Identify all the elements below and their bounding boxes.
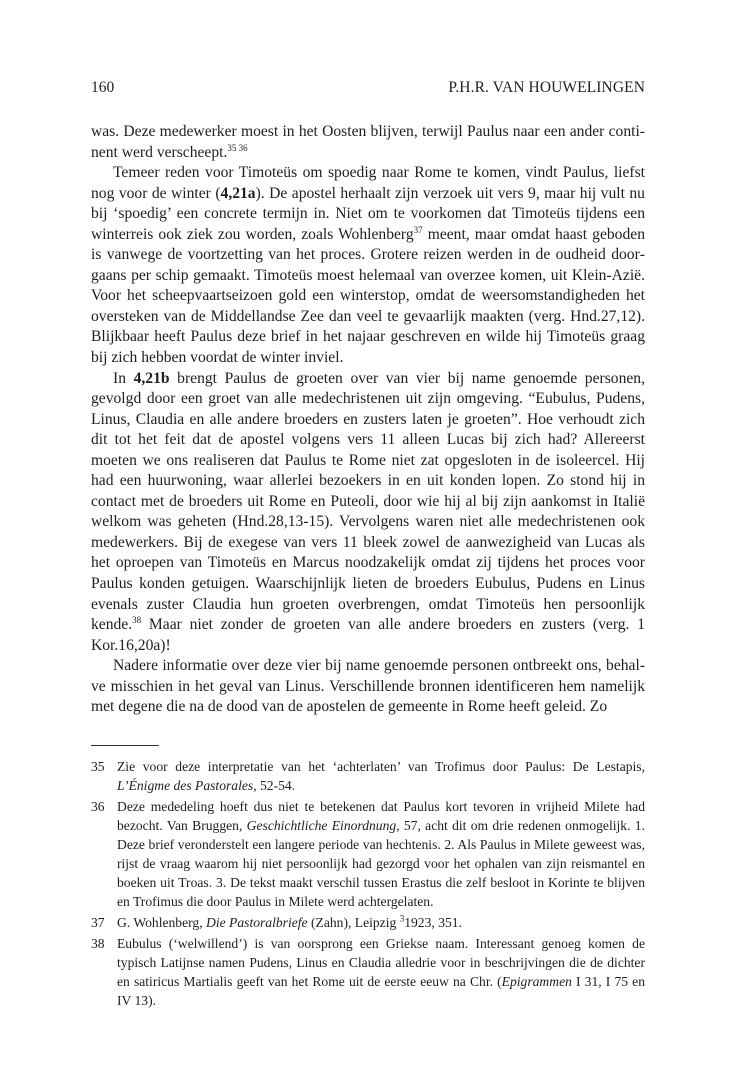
footnote-number: 38: [91, 936, 105, 951]
paragraph-3: In 4,21b brengt Paulus de groeten over van vier bij name genoemde personen, gevolgd door een groet van alle medechristenen uit zijn omgeving. “Eubulus, Pudens, Linus, Claudia en alle andere broeders en zusters laten je groeten”. Hoe verhoudt zich dit tot het feit dat de apostel volgens vers 11 alleen Lucas bij zich had? Allereerst moeten we ons realiseren dat Paulus te Rome niet zat opgesloten in de isoleercel. Hij had een huurwoning, waar allerlei bezoekers in en uit konden lopen. Zo stond hij in contact met de broeders uit Rome en Puteoli, door wie hij al bij zijn aankomst in Italië welkom was geheten (Hnd.28,13-15). Vervolgens waren niet alle medechristenen ook medewerkers. Bij de exegese van vers 11 bleek zowel de aanwezigheid van Lucas als het oproepen van Timoteüs en Marcus noodzakelijk omdat zij tijdens het proces voor Paulus konden getuigen. Waarschijnlijk lieten de broeders Eubulus, Pudens en Linus evenals zuster Claudia hun groeten overbrengen, omdat Timoteüs hen persoonlijk kende.$^{38}$ Maar niet zonder de groeten van alle andere broeders en zusters (verg. 1 Kor.16,20a)!: [91, 369, 645, 654]
footnote-35: 35 Zie voor deze interpretatie van het ‘achterlaten’ van Trofimus door Paulus: De Lestapis, L’Énigme des Pastorales, 52-54.: [91, 759, 645, 793]
footnote-number: 35: [91, 759, 105, 774]
footnote-37: 37 G. Wohlenberg, Die Pastoralbriefe (Zahn), Leipzig $^3$1923, 351.: [91, 913, 462, 930]
work-title: Epigrammen: [501, 974, 572, 989]
footnote-38: 38 Eubulus (‘welwillend’) is van oorsprong een Griekse naam. Interessant genoeg komen de typisch Latijnse namen Pudens, Linus en Claudia alledrie voor in beschrijvingen die de dichter en satiricus Martialis geeft van het Rome uit de eerste eeuw na Chr. (Epigrammen I 31, I 75 en IV 13).: [91, 936, 646, 1008]
footnote-separator: [91, 745, 159, 746]
edition-superscript: 3: [399, 913, 405, 924]
body-text: [91, 122, 645, 718]
footnote-ref[interactable]: 38: [132, 614, 142, 625]
footnote-number: 37: [91, 915, 105, 930]
verse-reference: 4,21b: [133, 369, 170, 387]
running-title: P.H.R. VAN HOUWELINGEN: [448, 79, 645, 96]
footnote-ref[interactable]: 37: [413, 224, 423, 235]
verse-reference: 4,21a: [220, 184, 256, 202]
work-title: Die Pastoralbriefe: [206, 915, 308, 930]
paragraph-1: was. Deze medewerker moest in het Oosten blijven, terwijl Paulus naar een ander continent werd verscheept.$^{35 36}$: [91, 123, 645, 161]
footnote-number: 36: [91, 799, 105, 814]
work-title: L’Énigme des Pastorales: [117, 778, 254, 793]
footnotes: [91, 757, 645, 1012]
footnote-ref[interactable]: 35 36: [227, 142, 248, 153]
work-title: Geschichtliche Einordnung: [246, 818, 397, 833]
footnote-36: 36 Deze mededeling hoeft dus niet te betekenen dat Paulus kort tevoren in vrijheid Milete had bezocht. Van Bruggen, Geschichtliche Einordnung, 57, acht dit om drie redenen onmogelijk. 1. Deze brief veronderstelt een langere periode van hechtenis. 2. Als Paulus in Milete geweest was, rijst de vraag waarom hij niet persoonlijk had gezorgd voor het ophalen van zijn reismantel en boeken uit Troas. 3. De tekst maakt verschil tussen Erastus die zelf besloot in Korinte te blijven en Trofimus die door Paulus in Milete werd achtergelaten.: [91, 799, 645, 909]
page-number: 160: [91, 79, 115, 96]
paragraph-4: Nadere informatie over deze vier bij name genoemde personen ontbreekt ons, behalve misschien in het geval van Linus. Verschillende bronnen identificeren hem namelijk met degene die na de dood van de apostelen de gemeente in Rome heeft geleid. Zo: [91, 657, 645, 716]
paragraph-2: Temeer reden voor Timoteüs om spoedig naar Rome te komen, vindt Paulus, liefst nog voor de winter (4,21a). De apostel herhaalt zijn verzoek uit vers 9, maar hij vult nu bij ‘spoedig’ een concrete termijn in. Niet om te voorkomen dat Timoteüs tijdens een winterreis ook ziek zou worden, zoals Wohlenberg$^{37}$ meent, maar omdat haast geboden is vanwege de voortzetting van het proces. Grotere reizen werden in de oudheid doorgaans per schip gemaakt. Timoteüs moest helemaal van overzee komen, uit Klein-Azië. Voor het scheepvaartseizoen gold een winterstop, omdat de weersomstandigheden het oversteken van de Middellandse Zee dan veel te gevaarlijk maakten (verg. Hnd.27,12). Blijkbaar heeft Paulus deze brief in het najaar geschreven en wilde hij Timoteüs graag bij zich hebben voordat de winter inviel.: [91, 164, 645, 367]
